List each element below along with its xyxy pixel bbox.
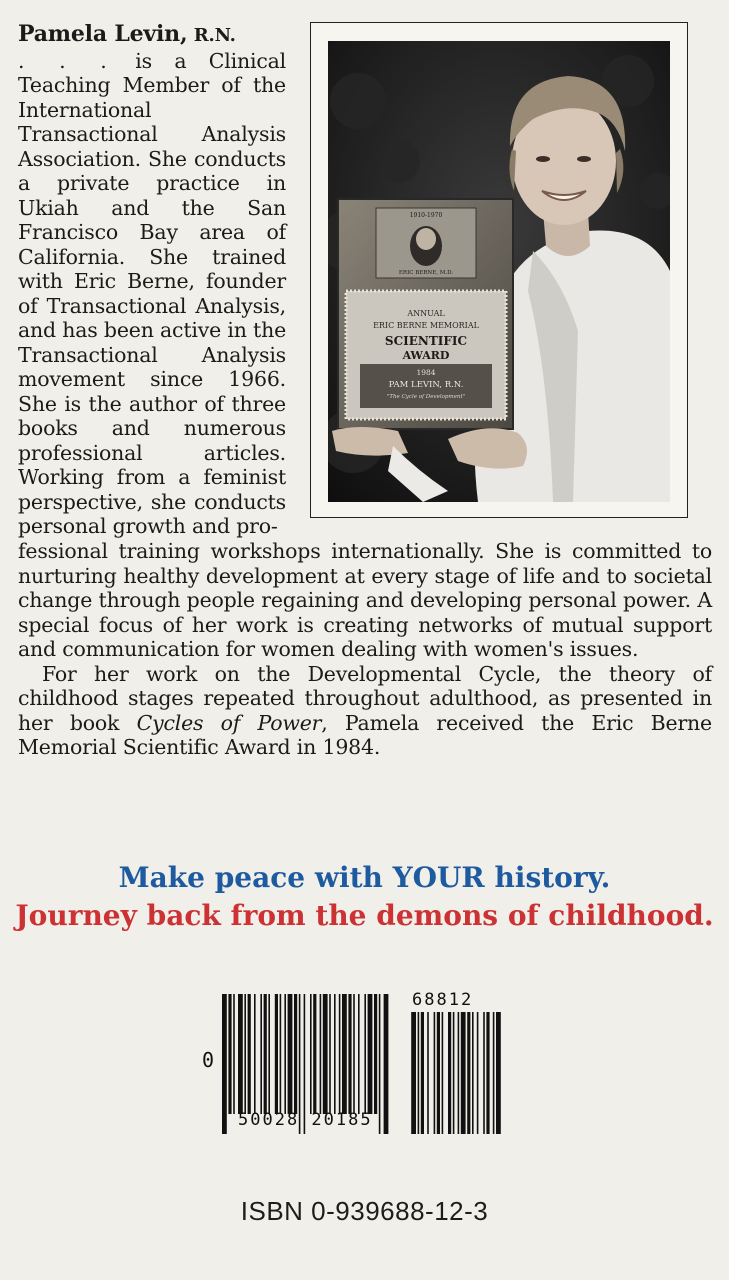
- bio-continuation: fessional training workshops internationally. She is committed to nurturing healthy development at every stage of life and to societal change through people regaining and developing personal power. A special focus of her work is creating networks of mutual support and communication for women dealing with women's issues.: [18, 539, 712, 661]
- barcode-addon-bar: [461, 1012, 466, 1134]
- barcode-bar: [310, 994, 312, 1114]
- barcode-bar: [364, 994, 366, 1114]
- barcode-addon-bar: [411, 1012, 416, 1134]
- barcode-left-digit: 0: [202, 1048, 217, 1072]
- plaque-line1: ANNUAL: [407, 309, 445, 318]
- barcode-bar: [379, 994, 381, 1134]
- barcode-addon-bar: [493, 1012, 495, 1134]
- author-photo: [310, 22, 688, 518]
- barcode-bar: [284, 994, 286, 1114]
- barcode-addon-bar: [437, 1012, 440, 1134]
- barcode-bar: [264, 994, 267, 1114]
- plaque-work: "The Cycle of Development": [386, 394, 466, 400]
- barcode-bar: [342, 994, 347, 1114]
- barcode-bar: [280, 994, 282, 1114]
- barcode-addon-bar: [434, 1012, 436, 1134]
- barcode-addon-bar: [418, 1012, 420, 1134]
- barcode-bar: [313, 994, 316, 1114]
- barcode-addon-bar: [472, 1012, 474, 1134]
- bio-award-paragraph: [18, 662, 712, 760]
- barcode-bar: [334, 994, 336, 1114]
- barcode-bottom-digits: 50028 20185: [238, 1110, 373, 1130]
- isbn: ISBN 0-939688-12-3: [240, 1196, 489, 1226]
- barcode-bar: [228, 994, 231, 1114]
- plaque-line2: ERIC BERNE MEMORIAL: [373, 321, 479, 330]
- author-credential: R.N.: [193, 25, 236, 46]
- barcode-bar: [233, 994, 235, 1114]
- barcode-addon-bar: [467, 1012, 470, 1134]
- barcode-bar: [268, 994, 270, 1114]
- plaque-recipient: PAM LEVIN, R.N.: [388, 380, 464, 390]
- barcode-addon-bar: [427, 1012, 429, 1134]
- barcode: [196, 990, 508, 1135]
- barcode-addon-bar: [453, 1012, 455, 1134]
- barcode-top-digits: 68812: [412, 990, 474, 1010]
- barcode-addon-bar: [483, 1012, 485, 1134]
- barcode-bar: [254, 994, 256, 1114]
- barcode-bar: [288, 994, 293, 1114]
- barcode-bar: [368, 994, 373, 1114]
- lead-ellipsis: . . .: [18, 48, 113, 73]
- plaque-year: 1984: [416, 368, 436, 377]
- barcode-bar: [348, 994, 351, 1114]
- barcode-bar: [374, 994, 377, 1114]
- plaque-line4: AWARD: [402, 349, 450, 362]
- tagline-red: Journey back from the demons of childhood.: [15, 899, 714, 932]
- plaque-years: 1910-1970: [409, 212, 443, 219]
- author-name: Pamela Levin,: [18, 21, 188, 47]
- barcode-bar: [222, 994, 227, 1134]
- award-text-start: For her work on the Developmental Cycle, the theory of childhood stages repeated throughout adulthood, as presented in her book: [18, 661, 712, 735]
- barcode-bar: [323, 994, 328, 1114]
- barcode-addon-bar: [477, 1012, 479, 1134]
- author-heading: [18, 22, 286, 49]
- barcode-bar: [358, 994, 360, 1114]
- barcode-addon-bar: [442, 1012, 444, 1134]
- barcode-bar: [260, 994, 262, 1114]
- barcode-addon-bar: [421, 1012, 424, 1134]
- plaque-portrait-caption: ERIC BERNE, M.D.: [398, 270, 454, 276]
- tagline-blue: Make peace with YOUR history.: [118, 861, 611, 894]
- barcode-bar: [238, 994, 243, 1114]
- barcode-addon-bar: [496, 1012, 501, 1134]
- barcode-bar: [275, 994, 278, 1114]
- barcode-addon-bar: [486, 1012, 489, 1134]
- bio-intro-text: is a Clinical Teaching Member of the International Transactional Analysis Association. She conducts a private practice in Ukiah and the San Francisco Bay area of California. She trained with Eric Berne, founder of Transactional Analysis, and has been active in the Transactional Analysis movement since 1966. She is the author of three books and numerous professional articles. Working from a feminist perspective, she conducts personal growth and pro-: [18, 48, 287, 538]
- plaque-line3: SCIENTIFIC: [384, 334, 468, 348]
- award-text-end: , Pamela received the Eric Berne Memorial Scientific Award in 1984.: [18, 710, 712, 759]
- barcode-bar: [320, 994, 322, 1114]
- barcode-bar: [248, 994, 251, 1114]
- barcode-bar: [353, 994, 355, 1114]
- author-bio-continued: [18, 539, 712, 760]
- barcode-addon-bar: [458, 1012, 460, 1134]
- barcode-bar: [244, 994, 246, 1114]
- barcode-addon-bar: [448, 1012, 451, 1134]
- barcode-bar: [339, 994, 341, 1114]
- barcode-bar: [384, 994, 389, 1134]
- author-award-photo: [328, 41, 670, 502]
- author-bio-intro: [18, 22, 286, 539]
- barcode-bar: [329, 994, 331, 1114]
- barcode-bar: [294, 994, 297, 1114]
- book-title: Cycles of Power: [136, 710, 322, 735]
